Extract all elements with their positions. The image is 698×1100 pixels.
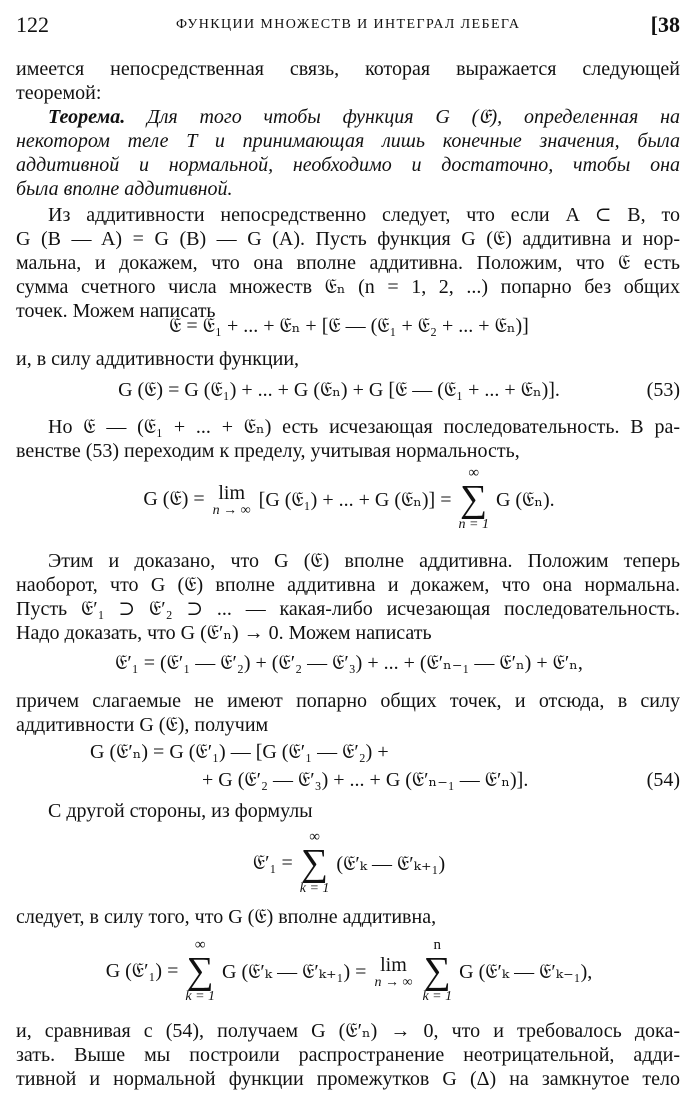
theorem-line	[48, 104, 680, 130]
sum-upper-limit: n	[433, 937, 442, 953]
running-head: ФУНКЦИИ МНОЖЕСТВ И ИНТЕГРАЛ ЛЕБЕГА	[176, 17, 521, 32]
limit-operator	[374, 954, 412, 990]
equation-text: G (𝔈′₁) =	[105, 960, 179, 982]
text-line: следует, в силу того, что G (𝔈) вполне аддитивна,	[16, 906, 437, 928]
equation-54	[0, 738, 698, 798]
equation-text: G (𝔈′ₖ — 𝔈′ₖ₊₁) =	[222, 961, 367, 983]
equation-limit	[0, 466, 698, 540]
text-line: и, сравнивая с (54), получаем G (𝔈′ₙ) → 0, что и требовалось дока-	[16, 1020, 680, 1042]
summation-sign	[185, 938, 215, 1005]
equation-text: G (𝔈) =	[143, 488, 205, 510]
theorem-line: аддитивной и нормальной, необходимо и достаточно, чтобы она	[16, 154, 680, 176]
text-line: Пусть 𝔈′₁ ⊃ 𝔈′₂ ⊃ ... — какая-либо исчезающая последовательность.	[16, 598, 680, 620]
text-line: G (B — A) = G (B) — G (A). Пусть функция G (𝔈) аддитивна и нор-	[16, 228, 680, 250]
text-line: зать. Выше мы построили распространение неотрицательной, адди-	[16, 1044, 680, 1066]
page-header	[16, 12, 680, 44]
sum-lower-limit: k = 1	[185, 989, 216, 1004]
equation-text: 𝔈′₁ = (𝔈′₁ — 𝔈′₂) + (𝔈′₂ — 𝔈′₃) + ... + (𝔈′ₙ₋₁ — 𝔈′ₙ) + 𝔈′ₙ,	[115, 652, 583, 674]
sum-upper-limit: ∞	[309, 829, 320, 845]
summation-sign	[459, 466, 489, 533]
text-line: точек. Можем написать	[16, 300, 216, 322]
theorem-label: Теорема.	[48, 106, 126, 128]
limit-operator	[213, 482, 251, 518]
text-line: Этим и доказано, что G (𝔈) вполне аддитивна. Положим теперь	[48, 550, 680, 572]
sigma-icon: ∑	[423, 950, 451, 992]
text-line: Но 𝔈 — (𝔈₁ + ... + 𝔈ₙ) есть исчезающая последовательность. В ра-	[48, 416, 680, 438]
sum-upper-limit: ∞	[194, 937, 206, 953]
text-line: Из аддитивности непосредственно следует, что если A ⊂ B, то	[48, 204, 680, 226]
limit-word: lim	[218, 481, 245, 504]
equation-text: G (𝔈′ₙ) = G (𝔈′₁) — [G (𝔈′₁ — 𝔈′₂) +	[90, 741, 389, 763]
equation-final	[0, 938, 698, 1010]
text-line: причем слагаемые не имеют попарно общих точек, и отсюда, в силу	[16, 690, 680, 712]
limit-subscript: n → ∞	[212, 502, 251, 518]
equation-text: G (𝔈ₙ).	[495, 489, 555, 511]
text-line: и, в силу аддитивности функции,	[16, 348, 300, 370]
text-line: наоборот, что G (𝔈) вполне аддитивна и докажем, что она нормальна.	[16, 574, 680, 596]
sum-lower-limit: n = 1	[458, 517, 489, 532]
sum-upper-limit: ∞	[468, 465, 480, 481]
text-line: теоремой:	[16, 82, 102, 104]
equation-number: (54)	[646, 769, 680, 791]
equation-text: + G (𝔈′₂ — 𝔈′₃) + ... + G (𝔈′ₙ₋₁ — 𝔈′ₙ)].	[202, 769, 529, 791]
equation-text: 𝔈′₁ =	[252, 852, 293, 874]
theorem-text: Для того чтобы функция G (𝔈), определенная на	[125, 106, 680, 128]
equation-body	[0, 466, 698, 533]
equation-body	[0, 938, 698, 1005]
theorem-line: некотором теле T и принимающая лишь конечные значения, была	[16, 130, 680, 152]
equation	[0, 648, 698, 678]
equation-number: (53)	[646, 379, 680, 401]
equation-series	[0, 830, 698, 900]
page-number: 122	[16, 12, 49, 37]
equation-text: G (𝔈′ₖ — 𝔈′ₖ₋₁),	[459, 961, 593, 983]
equation-body	[0, 830, 698, 897]
equation-text: (𝔈′ₖ — 𝔈′ₖ₊₁)	[336, 853, 446, 875]
summation-sign	[300, 830, 330, 897]
text-line: аддитивности G (𝔈), получим	[16, 714, 269, 736]
text-line: имеется непосредственная связь, которая выражается следующей	[16, 58, 680, 80]
text-line: сумма счетного числа множеств 𝔈ₙ (n = 1, 2, ...) попарно без общих	[16, 276, 680, 298]
theorem-line: была вполне аддитивной.	[16, 178, 233, 200]
equation-53	[0, 376, 698, 404]
sigma-icon: ∑	[460, 478, 488, 520]
equation-text: [G (𝔈₁) + ... + G (𝔈ₙ)] =	[258, 489, 452, 511]
limit-subscript: n → ∞	[374, 974, 413, 990]
text-line: мальна, и докажем, что она вполне аддитивна. Положим, что 𝔈 есть	[16, 252, 680, 274]
sum-lower-limit: k = 1	[422, 989, 453, 1004]
sigma-icon: ∑	[301, 842, 329, 884]
limit-word: lim	[380, 953, 407, 976]
text-line: тивной и нормальной функции промежутков G (Δ) на замкнутое тело	[16, 1068, 680, 1090]
equation-text: G (𝔈) = G (𝔈₁) + ... + G (𝔈ₙ) + G [𝔈 — (𝔈₁ + ... + 𝔈ₙ)].	[118, 379, 560, 401]
sum-lower-limit: k = 1	[299, 881, 330, 896]
equation-text: 𝔈 = 𝔈₁ + ... + 𝔈ₙ + [𝔈 — (𝔈₁ + 𝔈₂ + ... + 𝔈ₙ)]	[169, 315, 529, 337]
text-line: С другой стороны, из формулы	[48, 800, 313, 822]
text-line: венстве (53) переходим к пределу, учитывая нормальность,	[16, 440, 520, 462]
section-number: [38	[650, 12, 680, 37]
equation	[0, 312, 698, 340]
sigma-icon: ∑	[186, 950, 214, 992]
summation-sign	[422, 938, 452, 1005]
text-line: Надо доказать, что G (𝔈′ₙ) → 0. Можем написать	[16, 622, 432, 644]
